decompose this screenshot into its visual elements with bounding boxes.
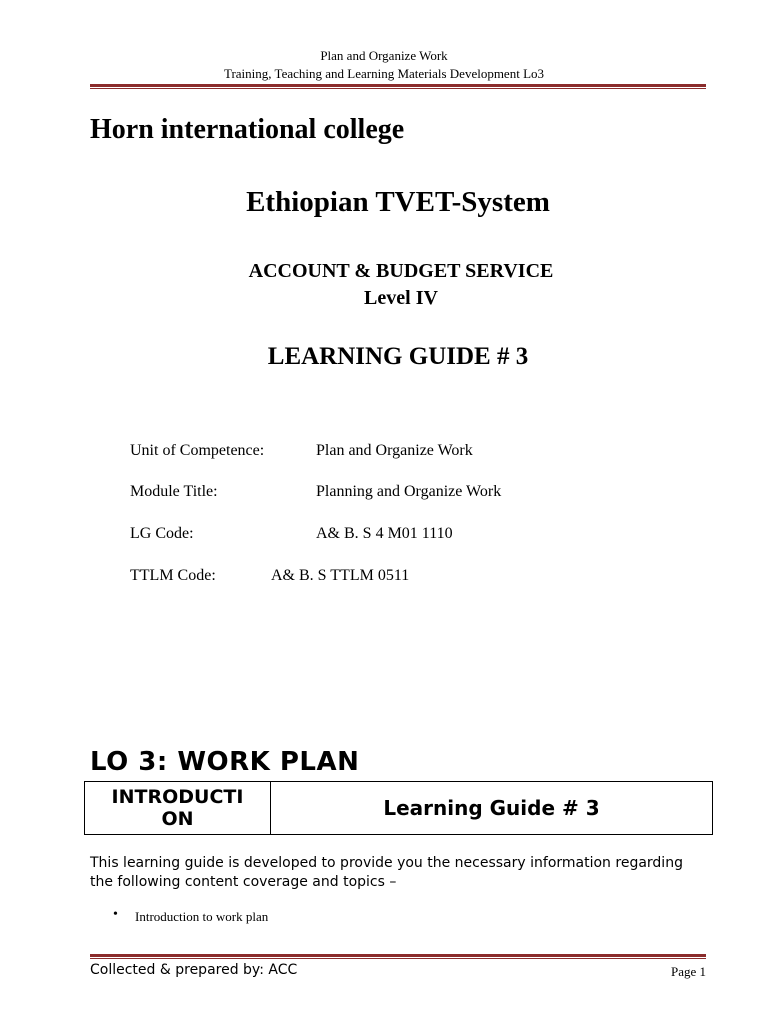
list-item: Introduction to work plan xyxy=(135,909,269,924)
intro-table xyxy=(84,781,713,835)
module-title-value: Planning and Organize Work xyxy=(316,483,502,500)
learning-guide-title: LEARNING GUIDE # 3 xyxy=(267,343,529,370)
service-title: ACCOUNT & BUDGET SERVICE xyxy=(248,260,554,282)
module-title-label: Module Title: xyxy=(130,483,218,500)
intro-cell xyxy=(85,782,271,834)
bullet-icon: • xyxy=(113,907,118,922)
footer-rule xyxy=(90,954,706,959)
lg-code-label: LG Code: xyxy=(130,525,194,542)
college-name: Horn international college xyxy=(90,114,405,145)
service-block xyxy=(0,258,768,312)
footer-prepared-by: Collected & prepared by: ACC xyxy=(90,962,298,978)
ttlm-code-label: TTLM Code: xyxy=(130,567,216,584)
header-title: Plan and Organize Work xyxy=(320,48,448,63)
learning-guide-cell: Learning Guide # 3 xyxy=(383,796,600,820)
ttlm-code-value: A& B. S TTLM 0511 xyxy=(271,567,410,584)
service-level: Level IV xyxy=(364,287,438,309)
system-title: Ethiopian TVET-System xyxy=(246,186,550,218)
intro-cell-line2: ON xyxy=(161,808,194,830)
intro-paragraph: This learning guide is developed to provide you the necessary information regarding the following content coverage and topics – xyxy=(90,855,683,890)
lg-code-value: A& B. S 4 M01 1110 xyxy=(316,525,453,542)
page-number: Page 1 xyxy=(670,964,706,979)
intro-cell-line1: INTRODUCTI xyxy=(111,786,244,808)
unit-of-competence-value: Plan and Organize Work xyxy=(316,442,473,459)
header-subtitle: Training, Teaching and Learning Materials Development Lo3 xyxy=(223,66,545,81)
header-rule xyxy=(90,84,706,89)
unit-of-competence-label: Unit of Competence: xyxy=(130,442,265,459)
lo-heading: LO 3: WORK PLAN xyxy=(90,747,360,777)
